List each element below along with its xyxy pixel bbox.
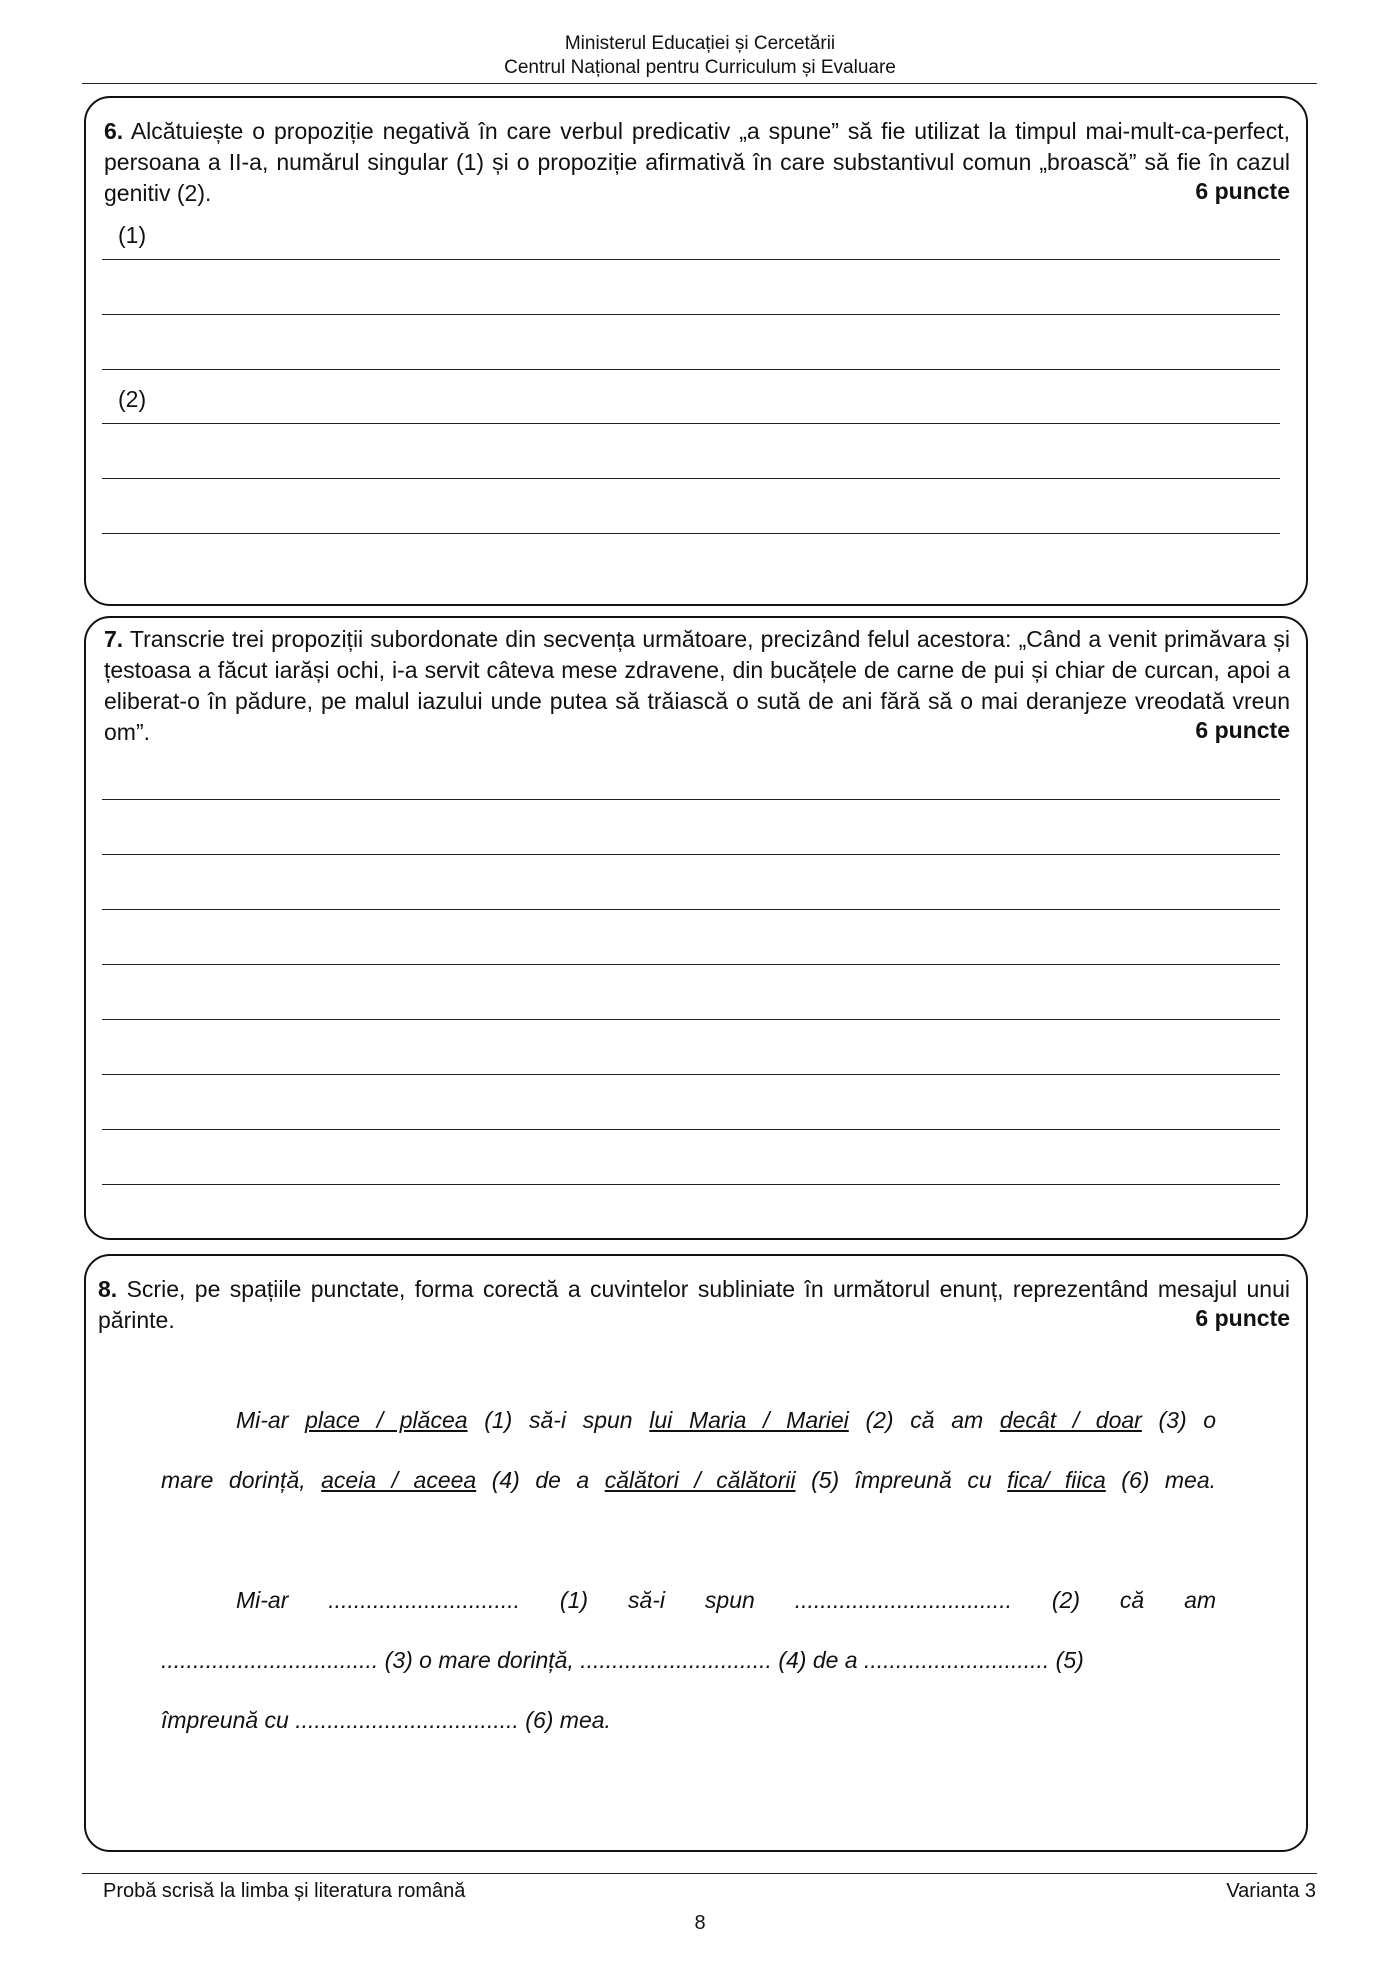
question-8-number: 8.: [98, 1276, 118, 1302]
underlined-word-6: fica/ fiica: [1007, 1467, 1106, 1493]
footer-divider: [82, 1873, 1317, 1874]
question-8-text: [98, 1274, 1290, 1336]
underlined-word-3: decât / doar: [999, 1407, 1142, 1433]
answer-line[interactable]: [102, 1074, 1280, 1075]
answer-line[interactable]: [102, 423, 1280, 424]
answer-line-1[interactable]: [236, 1587, 1216, 1614]
sentence-text: (6) mea.: [1121, 1467, 1217, 1493]
footer-variant: Varianta 3: [1226, 1880, 1316, 1902]
answer-blank-1[interactable]: ..............................: [328, 1587, 521, 1613]
answer-blank-2[interactable]: ..................................: [794, 1587, 1012, 1613]
answer-line[interactable]: [102, 369, 1280, 370]
sentence-text: Mi-ar: [236, 1407, 289, 1433]
answer-line-2[interactable]: .................................. (3) o mare dorință, .............................. (4) de a ............................. (5): [161, 1647, 1084, 1673]
sentence-text: (4) de a: [491, 1467, 590, 1493]
sentence-text: (3) o: [1158, 1407, 1217, 1433]
answer-line[interactable]: [102, 314, 1280, 315]
question-7-box: [84, 616, 1308, 1240]
question-8-box: [84, 1254, 1308, 1852]
question-8-prompt: Scrie, pe spațiile punctate, forma corectă a cuvintelor subliniate în următorul enunț, reprezentând mesajul unui părinte.: [98, 1276, 1290, 1333]
question-6-number: 6.: [104, 118, 124, 144]
answer-text: (1): [559, 1587, 589, 1613]
answer-text: să-i: [627, 1587, 666, 1613]
answer-2-label: (2): [118, 386, 147, 412]
question-6-points: 6 puncte: [1195, 178, 1290, 204]
answer-line[interactable]: [102, 799, 1280, 800]
underlined-word-5: călători / călătorii: [604, 1467, 796, 1493]
answer-line[interactable]: [102, 533, 1280, 534]
underlined-word-2: lui Maria / Mariei: [649, 1407, 849, 1433]
question-8-points: 6 puncte: [1195, 1305, 1290, 1331]
sentence-text: mare dorință,: [161, 1467, 306, 1493]
answer-line[interactable]: [102, 1129, 1280, 1130]
answer-line[interactable]: [102, 964, 1280, 965]
answer-text: spun: [704, 1587, 755, 1613]
footer-exam-title: Probă scrisă la limba și literatura română: [103, 1880, 466, 1902]
question-6-prompt: Alcătuiește o propoziție negativă în care verbul predicativ „a spune” să fie utilizat la timpul mai-mult-ca-perfect, persoana a II-a, numărul singular (1) și o propoziție afirmativă în care substantivul comun „broască” să fie în cazul genitiv (2).: [104, 118, 1290, 206]
sentence-line-2: [161, 1467, 1216, 1494]
answer-line[interactable]: [102, 909, 1280, 910]
underlined-word-4: aceia / aceea: [321, 1467, 477, 1493]
answer-line[interactable]: [102, 478, 1280, 479]
answer-text: Mi-ar: [236, 1587, 289, 1613]
page-number: 8: [694, 1912, 706, 1934]
underlined-word-1: place / plăcea: [305, 1407, 468, 1433]
header-divider: [82, 83, 1317, 84]
question-7-text: [104, 624, 1290, 748]
page-header: [0, 32, 1400, 80]
question-7-number: 7.: [104, 626, 124, 652]
answer-text: (2): [1051, 1587, 1080, 1613]
answer-line-3[interactable]: împreună cu ................................... (6) mea.: [161, 1707, 611, 1733]
answer-1-label: (1): [118, 222, 147, 248]
sentence-text: (5) împreună cu: [811, 1467, 992, 1493]
sentence-line-1: [236, 1407, 1216, 1434]
center-name: Centrul Național pentru Curriculum și Evaluare: [504, 57, 896, 78]
answer-line[interactable]: [102, 854, 1280, 855]
question-6-box: [84, 96, 1308, 606]
answer-text: că: [1119, 1587, 1145, 1613]
answer-line[interactable]: [102, 1184, 1280, 1185]
ministry-name: Ministerul Educației și Cercetării: [564, 33, 836, 54]
question-7-points: 6 puncte: [1195, 717, 1290, 743]
question-6-text: [104, 116, 1290, 209]
answer-line[interactable]: [102, 259, 1280, 260]
sentence-text: (2) că am: [865, 1407, 984, 1433]
question-7-prompt: Transcrie trei propoziții subordonate din secvența următoare, precizând felul acestora: „Când a venit primăvara și țestoasa a făcut iarăși ochi, i-a servit câteva mese zdravene, din bucățele de carne de pui și chiar de curcan, apoi a eliberat-o în pădure, pe malul iazului unde putea să trăiască o sută de ani fără să o mai deranjeze vreodată vreun om”.: [104, 626, 1290, 745]
sentence-text: (1) să-i spun: [484, 1407, 633, 1433]
answer-line[interactable]: [102, 1019, 1280, 1020]
answer-text: am: [1184, 1587, 1217, 1613]
